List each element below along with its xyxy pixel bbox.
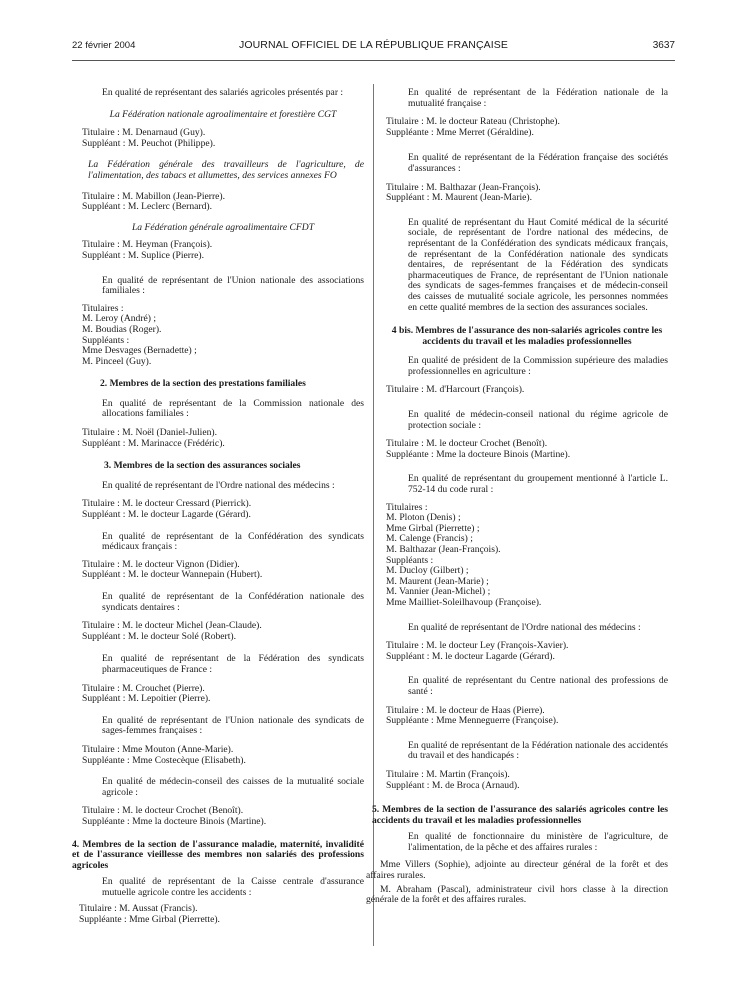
paragraph: En qualité de représentant de la Caisse centrale d'assurance mutuelle agricole contre les accidents :	[102, 876, 364, 898]
paragraph: En qualité de représentant du Centre national des professions de santé :	[408, 675, 668, 697]
member-line: Suppléante : Mme la docteure Binois (Martine).	[82, 815, 267, 827]
member-line: Suppléant : M. Peuchot (Philippe).	[82, 137, 216, 149]
section-heading: 4. Membres de la section de l'assurance maladie, maternité, invalidité et de l'assurance vieillesse des membres non salariés des professions agricoles	[72, 838, 364, 871]
list-item: Titulaires :	[82, 302, 124, 314]
federation-name: La Fédération nationale agroalimentaire et forestière CGT	[109, 108, 337, 120]
paragraph: En qualité de représentant de l'Ordre national des médecins :	[408, 621, 641, 633]
left-column	[72, 87, 364, 926]
list-item: M. Calenge (Francis) ;	[386, 533, 473, 545]
list-item: Suppléants :	[82, 334, 130, 346]
list-item: M. Ducloy (Gilbert) ;	[386, 565, 469, 577]
member-list	[82, 304, 364, 368]
federation-name: La Fédération générale agroalimentaire CFDT	[131, 221, 315, 233]
member-line: Suppléant : M. Lepoitier (Pierre).	[82, 693, 211, 705]
paragraph: En qualité de représentant des salariés agricoles présentés par :	[102, 87, 344, 98]
member-line: Suppléante : Mme Merret (Géraldine).	[386, 126, 534, 138]
member-line: Suppléant : M. de Broca (Arnaud).	[386, 779, 520, 791]
issue-date: 22 février 2004	[72, 40, 136, 51]
member-line: Titulaire : M. le docteur Crochet (Benoît).	[386, 438, 548, 450]
section-heading: 5. Membres de la section de l'assurance des salariés agricoles contre les accidents du travail et les maladies professionnelles	[372, 804, 668, 826]
section-heading: 3. Membres de la section des assurances sociales	[104, 460, 301, 472]
member-line: Suppléante : Mme Girbal (Pierrette).	[79, 914, 220, 926]
list-item: M. Ploton (Denis) ;	[386, 512, 461, 524]
paragraph: En qualité de représentant du Haut Comité médical de la sécurité sociale, de représentant de l'ordre national des médecins, de représentant de la Confédération des syndicats médicaux français, de représentant de la Confédération nationale des syndicats dentaires, de représentant de la Fédération des syndicats pharmaceutiques de France, de représentant de l'Union nationale des syndicats de sages-femmes françaises et de médecin-conseil des caisses de mutualité sociale agricole, les personnes nommées en cette qualité membres de la section des assurances sociales.	[408, 216, 668, 313]
member-line: Suppléant : M. Marinacce (Frédéric).	[82, 437, 225, 449]
list-item: M. Vannier (Jean-Michel) ;	[386, 586, 491, 598]
journal-title: JOURNAL OFFICIEL DE LA RÉPUBLIQUE FRANÇAISE	[239, 39, 508, 51]
member-line: Titulaire : M. le docteur Ley (François-Xavier).	[386, 640, 569, 652]
member-list	[386, 503, 668, 609]
member-line: Titulaire : M. Aussat (Francis).	[79, 903, 198, 915]
member-line: Titulaire : M. le docteur Rateau (Christophe).	[386, 116, 560, 128]
member-line: Titulaire : M. Heyman (François).	[82, 239, 213, 251]
paragraph: En qualité de représentant de l'Union nationale des associations familiales :	[102, 274, 364, 297]
paragraph: En qualité de représentant de la Confédération des syndicats médicaux français :	[102, 530, 364, 553]
right-column	[366, 87, 668, 906]
member-line: Titulaire : M. Mabillon (Jean-Pierre).	[82, 190, 225, 202]
member-line: Suppléant : M. Maurent (Jean-Marie).	[386, 192, 532, 204]
member-line: Titulaire : M. le docteur Vignon (Didier).	[82, 558, 240, 570]
member-line: Suppléant : M. le docteur Wannepain (Hubert).	[82, 569, 263, 581]
page-header	[72, 38, 675, 54]
member-line: Titulaire : M. le docteur Michel (Jean-Claude).	[82, 620, 262, 632]
list-item: Mme Girbal (Pierrette) ;	[386, 522, 480, 534]
paragraph: Mme Villers (Sophie), adjointe au directeur général de la forêt et des affaires rurales.	[366, 859, 668, 882]
paragraph: En qualité de représentant de la Fédération nationale de la mutualité française :	[408, 87, 668, 109]
member-line: Suppléant : M. le docteur Lagarde (Gérard).	[82, 509, 251, 521]
list-item: Titulaires :	[386, 501, 428, 513]
list-item: Mme Desvages (Bernadette) ;	[82, 345, 197, 357]
member-line: Titulaire : M. d'Harcourt (François).	[386, 384, 525, 396]
paragraph: En qualité de représentant de la Fédération des syndicats pharmaceutiques de France :	[102, 653, 364, 675]
section-heading: 2. Membres de la section des prestations familiales	[100, 378, 306, 390]
member-line: Suppléant : M. Suplice (Pierre).	[82, 249, 205, 261]
member-line: Titulaire : M. Balthazar (Jean-François).	[386, 181, 541, 193]
list-item: M. Pinceel (Guy).	[82, 355, 152, 367]
member-line: Suppléant : M. Leclerc (Bernard).	[82, 201, 212, 213]
list-item: Suppléants :	[386, 554, 434, 566]
member-line: Suppléante : Mme Menneguerre (Françoise).	[386, 715, 559, 727]
list-item: M. Maurent (Jean-Marie) ;	[386, 575, 489, 587]
list-item: M. Boudias (Roger).	[82, 323, 162, 335]
paragraph: En qualité de médecin-conseil des caisses de la mutualité sociale agricole :	[102, 776, 364, 798]
list-item: M. Balthazar (Jean-François).	[386, 544, 501, 555]
member-line: Titulaire : Mme Mouton (Anne-Marie).	[82, 743, 234, 755]
list-item: M. Leroy (André) ;	[82, 313, 157, 325]
paragraph: En qualité de représentant de la Commission nationale des allocations familiales :	[102, 397, 364, 420]
member-line: Titulaire : M. le docteur Cressard (Pierrick).	[82, 498, 252, 510]
paragraph: En qualité de représentant de l'Union nationale des syndicats de sages-femmes françaises :	[102, 714, 364, 737]
paragraph: En qualité de représentant de l'Ordre national des médecins :	[102, 479, 335, 491]
header-rule	[72, 60, 675, 61]
paragraph: M. Abraham (Pascal), administrateur civil hors classe à la direction générale de la forêt et des affaires rurales.	[366, 883, 668, 906]
member-line: Titulaire : M. Denarnaud (Guy).	[82, 127, 206, 139]
list-item: Mme Mailliet-Soleilhavoup (Françoise).	[386, 596, 542, 608]
page-number: 3637	[652, 40, 675, 51]
paragraph: En qualité de médecin-conseil national du régime agricole de protection sociale :	[408, 409, 668, 431]
member-line: Titulaire : M. Noël (Daniel-Julien).	[82, 427, 218, 439]
member-line: Suppléant : M. le docteur Lagarde (Gérard).	[386, 650, 555, 662]
member-line: Titulaire : M. le docteur de Haas (Pierre).	[386, 704, 545, 716]
paragraph: En qualité de représentant du groupement mentionné à l'article L. 752-14 du code rural :	[408, 473, 668, 496]
paragraph: En qualité de représentant de la Fédération française des sociétés d'assurances :	[408, 152, 668, 174]
member-line: Titulaire : M. Martin (François).	[386, 768, 510, 780]
paragraph: En qualité de président de la Commission supérieure des maladies professionnelles en agriculture :	[408, 355, 668, 377]
paragraph: En qualité de fonctionnaire du ministère de l'agriculture, de l'alimentation, de la pêche et des affaires rurales :	[408, 831, 668, 853]
section-heading: 4 bis. Membres de l'assurance des non-salariés agricoles contre les accidents du travail et les maladies professionnelles	[391, 325, 663, 347]
federation-name: La Fédération générale des travailleurs de l'agriculture, de l'alimentation, des tabacs et allumettes, des services annexes FO	[88, 159, 364, 181]
paragraph: En qualité de représentant de la Fédération nationale des accidentés du travail et des handicapés :	[408, 739, 668, 762]
member-line: Titulaire : M. Crouchet (Pierre).	[82, 682, 205, 694]
member-line: Suppléante : Mme la docteure Binois (Martine).	[386, 448, 571, 460]
member-line: Titulaire : M. le docteur Crochet (Benoît).	[82, 805, 244, 817]
member-line: Suppléant : M. le docteur Solé (Robert).	[82, 630, 237, 642]
paragraph: En qualité de représentant de la Confédération nationale des syndicats dentaires :	[102, 591, 364, 613]
member-line: Suppléante : Mme Costecèque (Elisabeth).	[82, 754, 246, 766]
